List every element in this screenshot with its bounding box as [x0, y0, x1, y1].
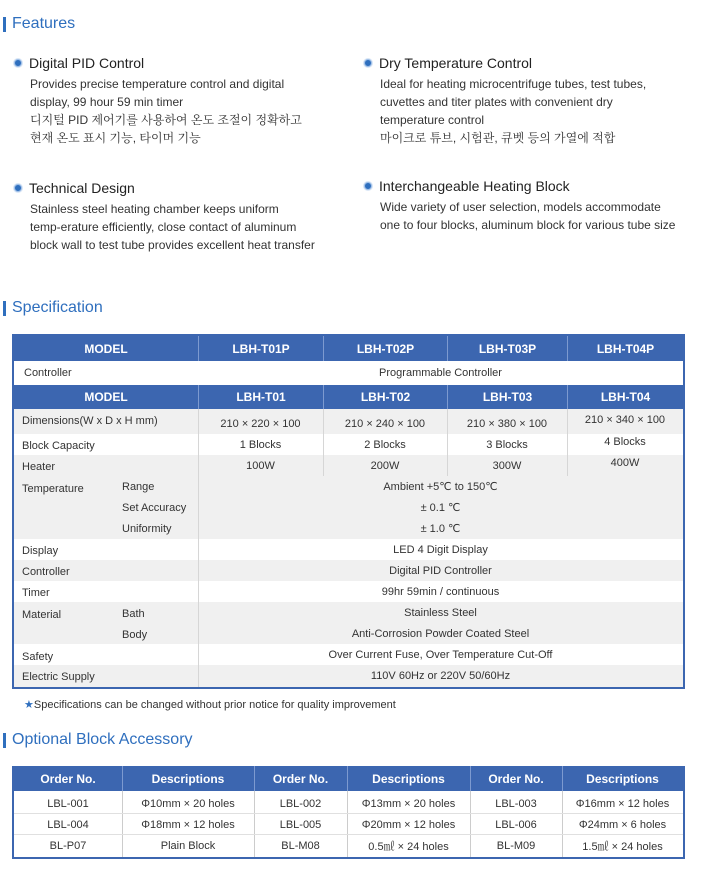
bullet-icon — [14, 184, 22, 192]
heater-value: 300W — [492, 459, 522, 472]
set-accuracy-value: ± 0.1 ℃ — [420, 502, 461, 514]
accessory-row — [14, 814, 683, 835]
spec-note — [24, 698, 396, 711]
display-value: LED 4 Digit Display — [393, 543, 488, 556]
header-order-no: Order No. — [488, 771, 544, 786]
feature-heating-block — [364, 177, 675, 234]
spec-note-text: Specifications can be changed without prior notice for quality improvement — [33, 699, 396, 711]
header-model-1: LBH-T01P — [198, 336, 323, 361]
accessory-table — [12, 766, 685, 859]
order-no: LBL-004 — [47, 818, 89, 831]
feature-technical-design — [14, 179, 315, 254]
feature-heading: Dry Temperature Control — [379, 55, 533, 71]
header-order-no: Order No. — [40, 771, 96, 786]
uniformity-value: ± 1.0 ℃ — [420, 523, 461, 535]
electric-supply-row — [14, 665, 683, 687]
header-model-2: LBH-T02P — [323, 336, 447, 361]
features-title: Features — [3, 15, 75, 33]
set-accuracy-label: Set Accuracy — [122, 502, 187, 514]
order-no: LBL-005 — [279, 818, 322, 831]
title-bar-icon — [3, 733, 6, 748]
header-descriptions: Descriptions — [151, 771, 225, 786]
header-model: MODEL — [84, 390, 128, 404]
bath-value: Stainless Steel — [404, 606, 477, 619]
description: Φ24mm × 6 holes — [578, 818, 667, 831]
heater-value: 400W — [610, 456, 640, 469]
order-no: LBL-006 — [495, 818, 537, 831]
order-no: LBL-002 — [279, 797, 322, 810]
safety-value: Over Current Fuse, Over Temperature Cut-Off — [328, 648, 553, 661]
accessory-row — [14, 793, 683, 814]
specification-table — [12, 334, 685, 689]
description: Φ10mm × 20 holes — [141, 797, 235, 810]
body-label: Body — [122, 629, 148, 641]
accessory-row — [14, 835, 683, 856]
feature-line: one to four blocks, aluminum block for various tube size — [380, 218, 676, 232]
accessory-header-row — [14, 766, 683, 791]
order-no: BL-M08 — [281, 839, 320, 852]
feature-heading: Digital PID Control — [29, 55, 145, 71]
header-descriptions: Descriptions — [586, 771, 659, 786]
temperature-label: Temperature — [22, 483, 84, 495]
safety-row — [14, 644, 683, 665]
heater-label: Heater — [22, 461, 56, 473]
description: Plain Block — [160, 839, 216, 852]
description: 1.5㎖ × 24 holes — [582, 840, 663, 853]
controller-row — [14, 361, 683, 385]
controller-type-value: Digital PID Controller — [389, 564, 492, 577]
feature-line: Wide variety of user selection, models accommodate — [380, 200, 661, 214]
dimensions-value: 210 × 380 × 100 — [466, 417, 548, 430]
feature-heading: Interchangeable Heating Block — [379, 178, 570, 194]
heater-row — [14, 455, 683, 476]
feature-line: cuvettes and titer plates with convenient dry — [380, 95, 613, 109]
electric-supply-value: 110V 60Hz or 220V 50/60Hz — [370, 670, 511, 682]
feature-line: block wall to test tube provides excellent heat transfer — [30, 238, 315, 252]
block-capacity-label: Block Capacity — [22, 440, 95, 452]
range-value: Ambient +5℃ to 150℃ — [383, 481, 498, 493]
header-model: MODEL — [84, 341, 128, 356]
header-model-2: LBH-T02 — [323, 385, 447, 409]
header-order-no: Order No. — [272, 771, 329, 786]
block-capacity-value: 2 Blocks — [364, 438, 406, 451]
header-model-3: LBH-T03P — [447, 336, 567, 361]
header-model-1: LBH-T01 — [198, 385, 323, 409]
order-no: BL-P07 — [49, 839, 87, 852]
controller-label: Controller — [24, 367, 72, 379]
bullet-icon — [364, 182, 372, 190]
feature-heading: Technical Design — [29, 180, 135, 196]
controller-value: Programmable Controller — [379, 367, 502, 379]
feature-line: 디지털 PID 제어기를 사용하여 온도 조절이 정확하고 — [30, 113, 302, 127]
timer-row — [14, 581, 683, 602]
timer-label: Timer — [22, 587, 50, 599]
block-capacity-value: 1 Blocks — [239, 438, 282, 451]
accessory-title: Optional Block Accessory — [3, 731, 193, 749]
dimensions-value: 210 × 240 × 100 — [344, 417, 426, 430]
bath-label: Bath — [122, 608, 145, 620]
feature-line: 마이크로 튜브, 시험관, 큐벳 등의 가열에 적합 — [380, 131, 616, 145]
feature-line: 현재 온도 표시 기능, 타이머 기능 — [30, 131, 201, 145]
header-model-4: LBH-T04 — [567, 385, 683, 409]
block-capacity-value: 4 Blocks — [604, 435, 646, 448]
title-bar-icon — [3, 17, 6, 32]
heater-value: 100W — [246, 459, 275, 472]
feature-line: Provides precise temperature control and digital — [30, 77, 285, 91]
order-no: BL-M09 — [496, 839, 536, 852]
electric-supply-label: Electric Supply — [22, 671, 95, 683]
feature-line: display, 99 hour 59 min timer — [30, 95, 184, 109]
display-label: Display — [22, 545, 59, 557]
header-model-3: LBH-T03 — [447, 385, 567, 409]
star-icon: ★ — [24, 699, 34, 711]
header-descriptions: Descriptions — [372, 771, 445, 786]
controller-type-label: Controller — [22, 566, 70, 578]
body-value: Anti-Corrosion Powder Coated Steel — [351, 627, 530, 640]
dimensions-value: 210 × 340 × 100 — [584, 413, 666, 426]
uniformity-label: Uniformity — [122, 523, 172, 535]
header-model-4: LBH-T04P — [567, 336, 683, 361]
description: Φ18mm × 12 holes — [141, 818, 235, 831]
safety-label: Safety — [22, 651, 54, 663]
order-no: LBL-001 — [47, 797, 89, 810]
heater-value: 200W — [370, 459, 400, 472]
block-capacity-value: 3 Blocks — [486, 438, 528, 451]
order-no: LBL-003 — [495, 797, 537, 810]
bullet-icon — [364, 59, 372, 67]
spec-header-row-2 — [14, 385, 683, 409]
feature-line: Ideal for heating microcentrifuge tubes, test tubes, — [380, 77, 647, 91]
timer-value: 99hr 59min / continuous — [381, 585, 500, 598]
feature-line: temperature control — [380, 113, 485, 127]
controller-type-row — [14, 560, 683, 581]
feature-line: Stainless steel heating chamber keeps uniform — [30, 202, 279, 216]
description: 0.5㎖ × 24 holes — [368, 840, 449, 853]
material-label: Material — [22, 609, 62, 621]
description: Φ20mm × 12 holes — [361, 818, 456, 831]
dimensions-label: Dimensions(W x D x H mm) — [22, 415, 158, 427]
dimensions-value: 210 × 220 × 100 — [220, 417, 301, 430]
feature-digital-pid — [14, 54, 302, 147]
feature-dry-temperature — [364, 54, 646, 147]
display-row — [14, 539, 683, 560]
range-label: Range — [122, 481, 155, 493]
spec-header-row — [14, 336, 683, 361]
feature-line: temp-erature efficiently, close contact of aluminum — [30, 220, 297, 234]
specification-title: Specification — [3, 299, 103, 317]
description: Φ13mm × 20 holes — [361, 797, 456, 810]
description: Φ16mm × 12 holes — [575, 797, 670, 810]
bullet-icon — [14, 59, 22, 67]
title-bar-icon — [3, 301, 6, 316]
